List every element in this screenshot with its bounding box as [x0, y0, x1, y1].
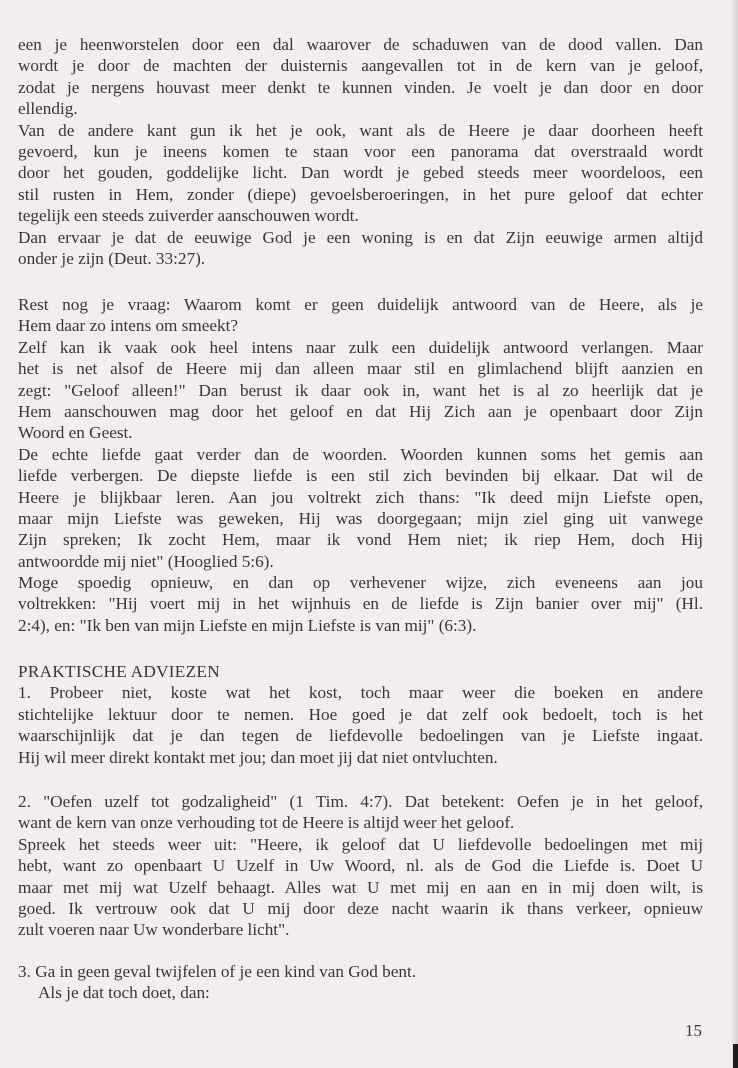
- text-line: Rest nog je vraag: Waarom komt er geen duidelijk antwoord van de Heere, als je: [18, 295, 703, 314]
- text-line: Als je dat toch doet, dan:: [38, 983, 210, 1003]
- text-line: 2:4), en: "Ik ben van mijn Liefste en mijn Liefste is van mij" (6:3).: [18, 615, 477, 635]
- text-line: hebt, want zo openbaart U Uzelf in Uw Woord, nl. als de God die Liefde is. Doet U: [18, 856, 703, 876]
- text-line: waarschijnlijk dat je dan tegen de liefdevolle bedoelingen van je Liefste ingaat.: [18, 726, 703, 746]
- text-line: zodat je nergens houvast meer denkt te kunnen vinden. Je voelt je dan door en door: [18, 77, 703, 97]
- text-line: door het gouden, goddelijke licht. Dan wordt je gebed steeds meer woordeloos, een: [18, 163, 703, 183]
- paragraph: [18, 444, 703, 572]
- text-line: Moge spoedig opnieuw, en dan op verhevener wijze, zich eveneens aan jou: [18, 573, 703, 593]
- section: [18, 661, 703, 768]
- text-line: zult voeren naar Uw wonderbare licht".: [18, 920, 290, 940]
- paragraph: [18, 682, 703, 768]
- text-line: 2. "Oefen uzelf tot godzaligheid" (1 Tim. 4:7). Dat betekent: Oefen je in het geloof,: [18, 792, 703, 811]
- text-line: maar mijn Liefste was geweken, Hij was doorgegaan; mijn ziel ging uit vanwege: [18, 508, 703, 528]
- text-line: het is net alsof de Heere mij dan alleen maar stil en glimlachend blijft aanzien en: [18, 359, 703, 379]
- text-line: Spreek het steeds weer uit: "Heere, ik geloof dat U liefdevolle bedoelingen met mij: [18, 834, 703, 854]
- paragraph: [18, 834, 703, 941]
- section: [18, 34, 703, 269]
- text-line: De echte liefde gaat verder dan de woorden. Woorden kunnen soms het gemis aan: [18, 444, 703, 464]
- text-line: wordt je door de machten der duisternis aangevallen tot in de kern van je geloof,: [18, 56, 703, 76]
- text-line: Woord en Geest.: [18, 423, 133, 443]
- text-line: voltrekken: "Hij voert mij in het wijnhuis en de liefde is Zijn banier over mij" (Hl.: [18, 594, 703, 614]
- text-line: Zelf kan ik vaak ook heel intens naar zulk een duidelijk antwoord verlangen. Maar: [18, 337, 703, 357]
- text-line: liefde verbergen. De diepste liefde is een stil zich bevinden bij elkaar. Dat wil de: [18, 466, 703, 486]
- text-line: Hem aanschouwen mag door het geloof en dat Hij Zich aan je openbaart door Zijn: [18, 401, 703, 421]
- text-line: Heere je blijkbaar leren. Aan jou voltrekt zich thans: "Ik deed mijn Liefste open,: [18, 487, 703, 507]
- text-line: want de kern van onze verhouding tot de Heere is altijd weer het geloof.: [18, 813, 515, 833]
- page-number: 15: [685, 1021, 702, 1040]
- text-line: antwoordde mij niet" (Hooglied 5:6).: [18, 551, 274, 571]
- section: [18, 294, 703, 636]
- text-line: Zijn spreken; Ik zocht Hem, maar ik vond Hem niet; ik riep Hem, doch Hij: [18, 530, 703, 550]
- paragraph: [18, 791, 703, 834]
- paragraph: [18, 982, 703, 1003]
- binding-mark: [733, 1044, 738, 1068]
- paragraph: [18, 227, 703, 270]
- text-line: onder je zijn (Deut. 33:27).: [18, 248, 206, 268]
- text-line: een je heenworstelen door een dal waarover de schaduwen van de dood vallen. Dan: [18, 35, 703, 54]
- paragraph: [18, 572, 703, 636]
- paragraph: [18, 34, 703, 120]
- text-line: tegelijk een steeds zuiverder aanschouwen wordt.: [18, 206, 359, 226]
- text-line: gevoerd, kun je ineens komen te staan voor een panorama dat overstraald wordt: [18, 141, 703, 161]
- text-line: 1. Probeer niet, koste wat het kost, toch maar weer die boeken en andere: [18, 683, 703, 703]
- section-heading: PRAKTISCHE ADVIEZEN: [18, 662, 220, 681]
- text-line: Hem daar zo intens om smeekt?: [18, 316, 239, 336]
- page-edge-shadow: [732, 0, 738, 1068]
- paragraph: [18, 120, 703, 227]
- text-line: goed. Ik vertrouw ook dat U mij door deze nacht waarin ik thans verkeer, opnieuw: [18, 898, 703, 918]
- section: [18, 961, 703, 1004]
- text-line: stil rusten in Hem, zonder (diepe) gevoelsberoeringen, in het pure geloof dat echter: [18, 184, 703, 204]
- text-line: maar met mij wat Uzelf behaagt. Alles wat U met mij en aan en in mij doen wilt, is: [18, 877, 703, 897]
- text-line: Dan ervaar je dat de eeuwige God je een woning is en dat Zijn eeuwige armen altijd: [18, 227, 703, 247]
- text-line: stichtelijke lektuur door te nemen. Hoe goed je dat zelf ook bedoelt, toch is het: [18, 704, 703, 724]
- text-line: Van de andere kant gun ik het je ook, want als de Heere je daar doorheen heeft: [18, 120, 703, 140]
- text-line: ellendig.: [18, 99, 78, 119]
- text-line: 3. Ga in geen geval twijfelen of je een kind van God bent.: [18, 962, 417, 981]
- paragraph: [18, 294, 703, 337]
- paragraph: [18, 337, 703, 444]
- section: [18, 791, 703, 941]
- text-line: Hij wil meer direkt kontakt met jou; dan moet jij dat niet ontvluchten.: [18, 747, 498, 767]
- paragraph: [18, 961, 703, 982]
- text-line: zegt: "Geloof alleen!" Dan berust ik daar ook in, want het is al zo heerlijk dat je: [18, 380, 703, 400]
